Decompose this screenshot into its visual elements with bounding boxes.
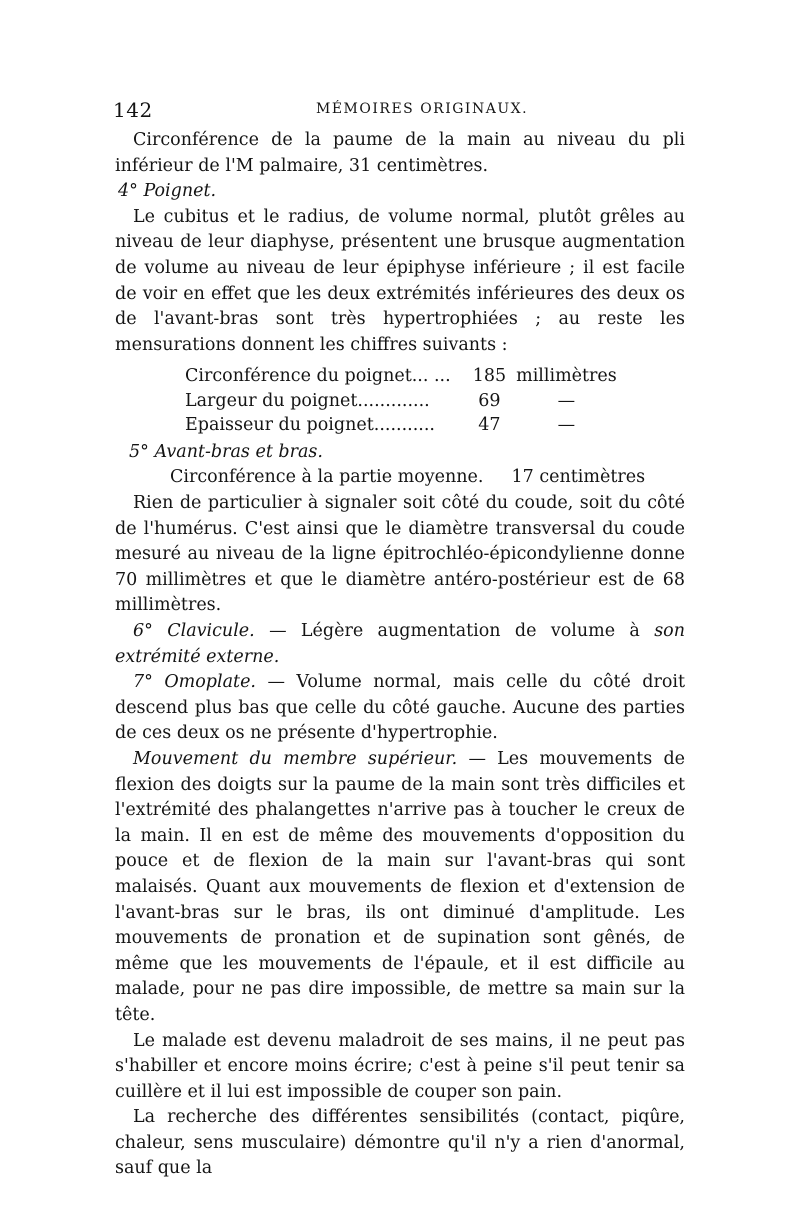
forearm-value: 17 centimètres [511, 467, 646, 488]
paragraph-elbow: Rien de particulier à signaler soit côté du coude, soit du côté de l'humérus. C'est ainsi que le diamètre transversal du coude mesuré au niveau de la ligne épitrochléo-épicondylienne donne 70 millimètres et que le diamètre antéro-postérieur est de 68 millimètres. [115, 493, 685, 616]
measurement-label: Epaisseur du poignet........... [185, 415, 435, 436]
paragraph-movement: Mouvement du membre supérieur. — Les mouvements de flexion des doigts sur la paume de la main sont très difficiles et l'extrémité des phalangettes n'arrive pas à toucher le creux de la main. Il en est de même des mouvements d'opposition du pouce et de flexion de la main sur l'avant-bras qui sont malaisés. Quant aux mouvements de flexion et d'extension de l'avant-bras sur le bras, ils ont diminué d'amplitude. Les mouvements de pronation et de supination sont gênés, de même que les mouvements de l'épaule, et il est difficile au malade, pour ne pas dire impossible, de mettre sa main sur la tête. [115, 748, 685, 1025]
measurement-value: 185 [472, 366, 507, 387]
paragraph-palm-circumference: Circonférence de la paume de la main au niveau du pli inférieur de l'M palmaire, 31 centimètres. [115, 130, 685, 176]
movement-heading: Mouvement du membre supérieur. [133, 748, 458, 769]
measurement-row [185, 413, 617, 438]
measurement-unit: millimètres [516, 366, 617, 387]
measurement-row [185, 389, 617, 414]
measurement-unit: — [557, 415, 576, 436]
section-heading-forearm: 5° Avant-bras et bras. [129, 441, 323, 462]
paragraph-wrist: Le cubitus et le radius, de volume normal, plutôt grêles au niveau de leur diaphyse, présentent une brusque augmentation de volume au niveau de leur épiphyse inférieure ; il est facile de voir en effet que les deux extrémités inférieures des deux os de l'avant-bras sont très hypertrophiées ; au reste les mensurations donnent les chiffres suivants : [115, 206, 685, 355]
forearm-label: Circonférence à la partie moyenne. [170, 467, 484, 488]
paragraph-sensibility: La recherche des différentes sensibilités (contact, piqûre, chaleur, sens musculaire) démontre qu'il n'y a rien d'anormal, sauf que la [115, 1107, 685, 1179]
paragraph-clavicle: 6° Clavicule. — Légère augmentation de volume à son extrémité externe. [115, 621, 685, 667]
page-header [113, 98, 693, 122]
measurement-unit: — [557, 390, 576, 411]
paragraph-clumsiness: Le malade est devenu maladroit de ses mains, il ne peut pas s'habiller et encore moins écrire; c'est à peine s'il peut tenir sa cuillère et il lui est impossible de couper son pain. [115, 1030, 685, 1102]
running-head: MÉMOIRES ORIGINAUX. [316, 101, 529, 117]
page-number: 142 [113, 98, 153, 122]
measurement-value: 69 [478, 390, 501, 411]
clavicle-heading: 6° Clavicule. [133, 621, 255, 641]
page-body [115, 128, 685, 1182]
measurement-label: Largeur du poignet............. [185, 390, 430, 411]
paragraph-scapula: 7° Omoplate. — Volume normal, mais celle du côté droit descend plus bas que celle du côté gauche. Aucune des parties de ces deux os ne présente d'hypertrophie. [115, 672, 686, 744]
section-heading-wrist: 4° Poignet. [118, 181, 217, 202]
measurement-value: 47 [478, 415, 501, 436]
wrist-measurements-table [185, 364, 617, 438]
measurement-label: Circonférence du poignet... ... [185, 366, 451, 387]
scapula-heading: 7° Omoplate. [133, 672, 256, 693]
forearm-measurement [115, 465, 685, 491]
measurement-row [185, 364, 617, 389]
